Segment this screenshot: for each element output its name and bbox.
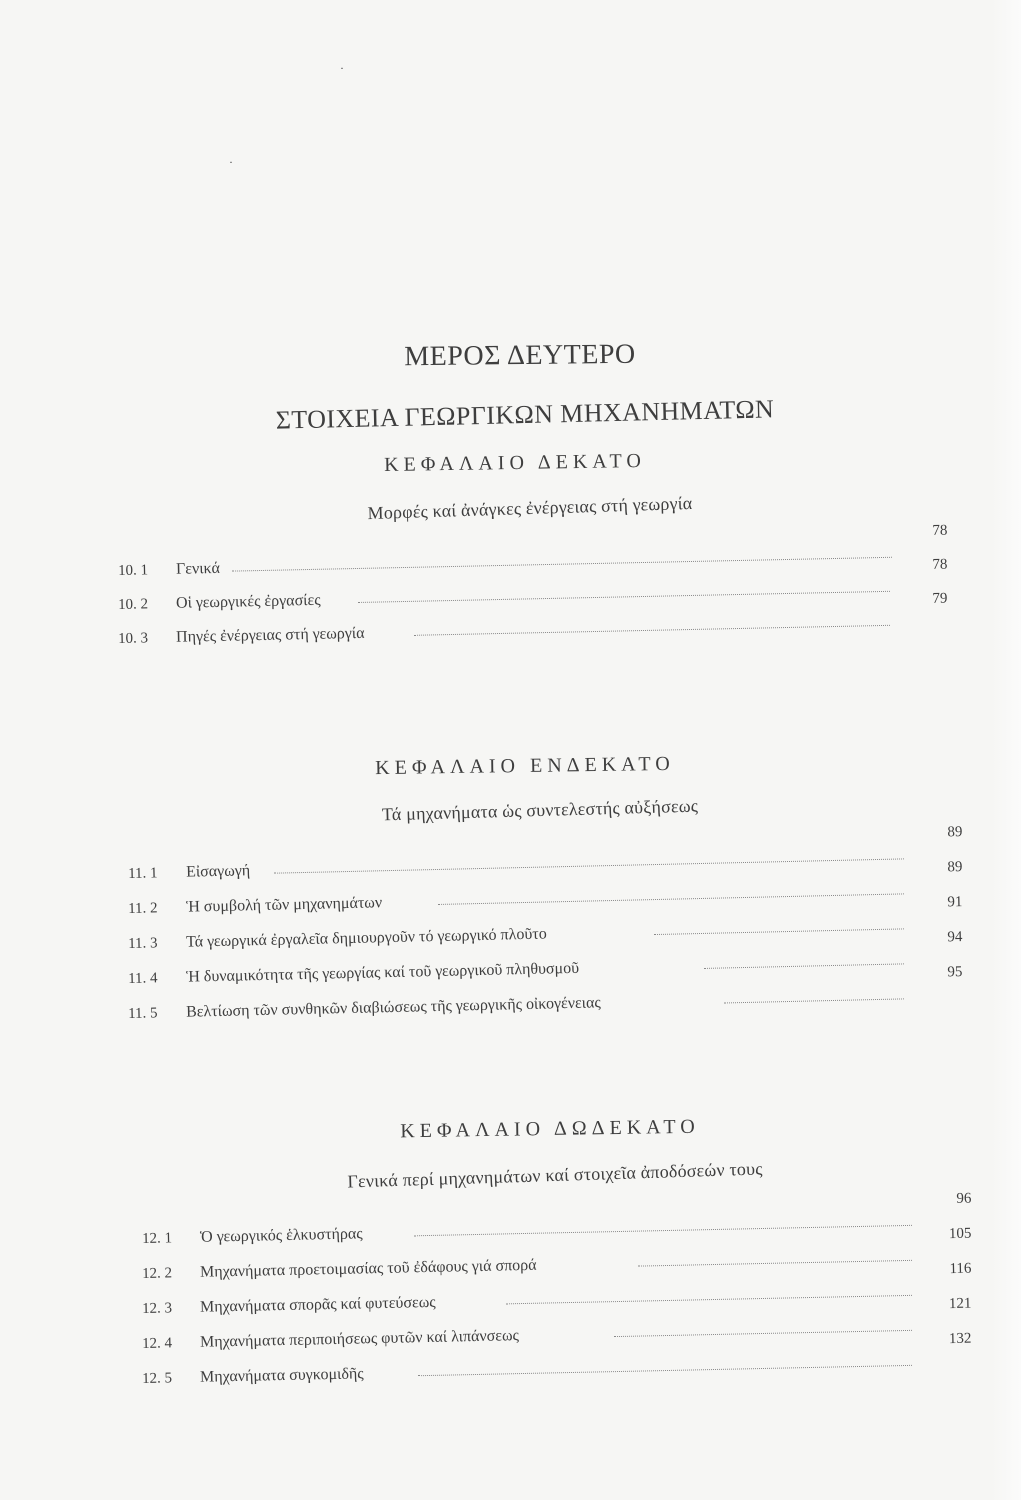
entry-number: 11. 1 <box>127 865 158 882</box>
chapter-title: ΚΕΦΑΛΑΙΟ ΔΩΔΕΚΑΤΟ <box>400 1115 700 1143</box>
entry-title: Ὁ γεωργικός ἑλκυστήρας <box>199 1225 363 1246</box>
entry-number: 10. 3 <box>117 630 149 647</box>
entry-number: 11. 2 <box>127 900 158 917</box>
entry-page: 132 <box>948 1330 972 1348</box>
dot-leader <box>638 1260 912 1267</box>
entry-number: 10. 2 <box>117 596 149 613</box>
page-edge <box>991 0 1021 1500</box>
dot-leader <box>358 591 890 603</box>
dot-leader <box>614 1330 912 1337</box>
dot-leader <box>274 858 904 873</box>
entry-page: 78 <box>932 522 948 539</box>
chapter-subtitle: Τά μηχανήματα ὡς συντελεστής αὐξήσεως <box>381 795 699 825</box>
entry-number: 12. 1 <box>141 1230 173 1247</box>
dot-leader <box>506 1295 912 1305</box>
entry-title: Μηχανήματα περιποιήσεως φυτῶν καί λιπάνσεως <box>199 1327 520 1351</box>
entry-page: 94 <box>947 929 963 946</box>
entry-page: 91 <box>947 894 963 911</box>
entry-title: Μηχανήματα συγκομιδῆς <box>199 1365 364 1386</box>
dot-leader <box>232 557 892 572</box>
entry-number: 12. 4 <box>141 1335 173 1352</box>
entry-page: 121 <box>948 1295 972 1313</box>
chapter-subtitle: Μορφές καί ἀνάγκες ἐνέργειας στή γεωργία <box>367 492 693 524</box>
entry-title: Γενικά <box>175 559 221 578</box>
entry-title: Μηχανήματα σπορᾶς καί φυτεύσεως <box>199 1293 436 1316</box>
entry-title: Οἱ γεωργικές ἐργασίες <box>175 591 321 612</box>
entry-number: 12. 2 <box>141 1265 173 1282</box>
entry-page: 89 <box>947 824 963 841</box>
entry-number: 11. 3 <box>127 935 158 952</box>
entry-page: 79 <box>932 590 948 607</box>
page-speck: · <box>229 155 233 169</box>
entry-page: 89 <box>947 859 963 876</box>
dot-leader <box>418 1365 912 1376</box>
entry-title: Τά γεωργικά ἐργαλεῖα δημιουργοῦν τό γεωργικό πλοῦτο <box>185 925 547 951</box>
chapter-title: ΚΕΦΑΛΑΙΟ ΔΕΚΑΤΟ <box>383 449 647 477</box>
dot-leader <box>414 625 890 636</box>
dot-leader <box>438 893 904 905</box>
entry-title: Ἡ συμβολή τῶν μηχανημάτων <box>185 894 383 916</box>
entry-title: Βελτίωση τῶν συνθηκῶν διαβιώσεως τῆς γεωργικῆς οἰκογένειας <box>185 994 601 1021</box>
dot-leader <box>724 998 904 1003</box>
entry-title: Πηγές ἐνέργειας στή γεωργία <box>175 624 365 646</box>
entry-title: Εἰσαγωγή <box>185 862 251 881</box>
entry-number: 12. 5 <box>141 1370 173 1387</box>
part-subtitle: ΣΤΟΙΧΕΙΑ ΓΕΩΡΓΙΚΩΝ ΜΗΧΑΝΗΜΑΤΩΝ <box>275 394 775 435</box>
entry-title: Μηχανήματα προετοιμασίας τοῦ ἐδάφους γιά σπορά <box>199 1256 537 1281</box>
entry-page: 105 <box>948 1225 972 1243</box>
entry-page: 96 <box>956 1190 972 1207</box>
dot-leader <box>704 963 904 969</box>
entry-page: 95 <box>947 964 963 981</box>
dot-leader <box>654 928 904 935</box>
entry-page: 78 <box>932 556 948 573</box>
part-title: ΜΕΡΟΣ ΔΕΥΤΕΡΟ <box>404 338 636 373</box>
chapter-subtitle: Γενικά περί μηχανημάτων καί στοιχεῖα ἀποδόσεών τους <box>347 1158 763 1192</box>
entry-number: 11. 4 <box>127 970 158 987</box>
chapter-title: ΚΕΦΑΛΑΙΟ ΕΝΔΕΚΑΤΟ <box>375 752 675 780</box>
entry-number: 10. 1 <box>117 562 149 579</box>
entry-page: 116 <box>949 1260 972 1278</box>
entry-title: Ἡ δυναμικότητα τῆς γεωργίας καί τοῦ γεωργικοῦ πληθυσμοῦ <box>185 959 580 986</box>
entry-number: 11. 5 <box>127 1005 158 1022</box>
page-speck: · <box>340 61 344 75</box>
entry-number: 12. 3 <box>141 1300 173 1317</box>
dot-leader <box>414 1225 912 1236</box>
